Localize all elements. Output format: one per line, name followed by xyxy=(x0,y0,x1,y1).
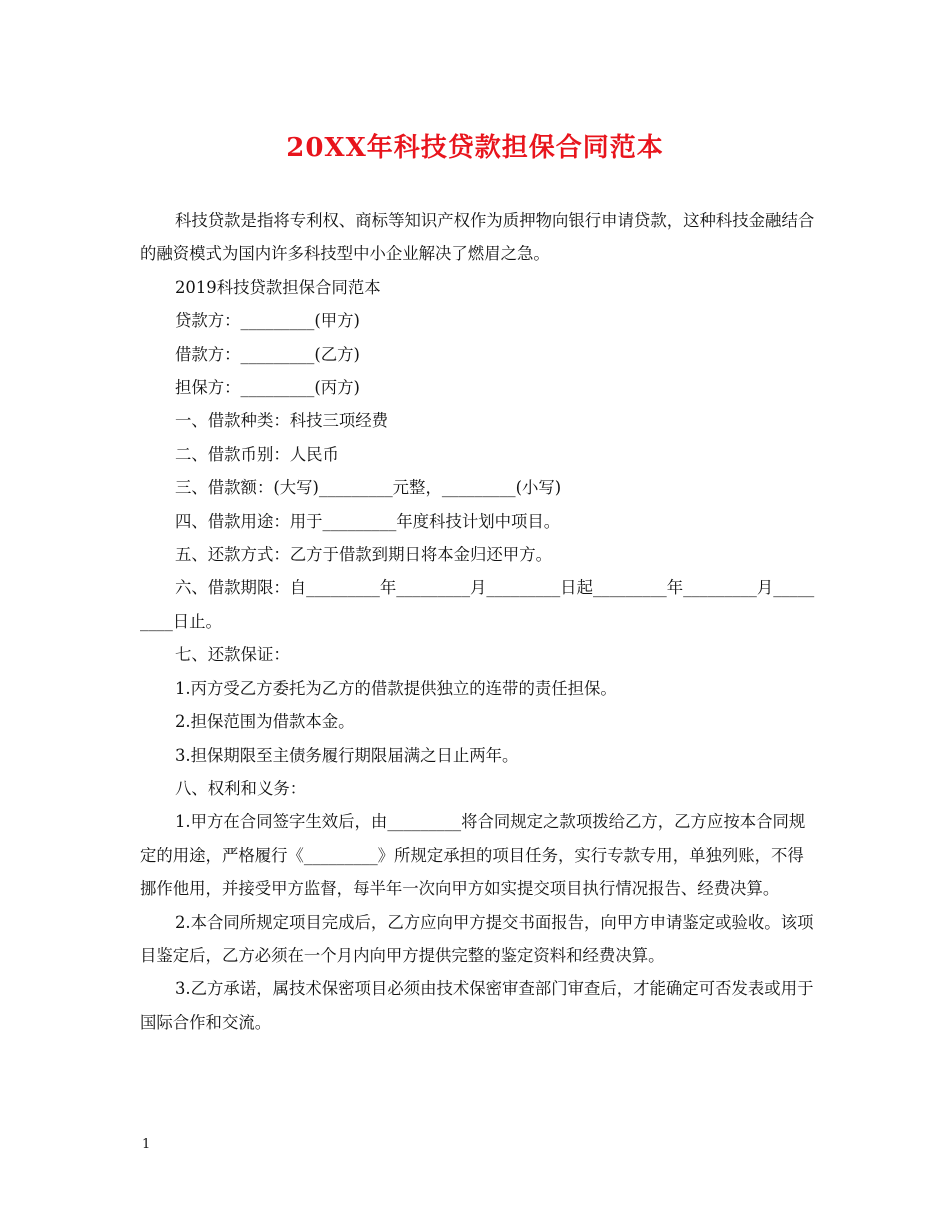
clause-currency: 二、借款币别：人民币 xyxy=(175,444,339,464)
page-number: 1 xyxy=(142,1137,151,1152)
rights-item-1: 1.甲方在合同签字生效后，由_________将合同规定之款项拨给乙方，乙方应按本合同规定的用途，严格履行《_________》所规定承担的项目任务，实行专款专用，单独列账，不得挪作他用，并接受甲方监督，每半年一次向甲方如实提交项目执行情况报告、经费决算。 xyxy=(140,812,806,899)
guarantor-line: 担保方：_________(丙方) xyxy=(175,378,360,398)
clause-repayment-method: 五、还款方式：乙方于借款到期日将本金归还甲方。 xyxy=(175,545,552,565)
clause-rights-heading: 八、权利和义务： xyxy=(175,778,307,798)
clause-guarantee-heading: 七、还款保证： xyxy=(175,645,290,665)
clause-amount: 三、借款额：(大写)_________元整，_________(小写) xyxy=(175,478,562,498)
document-body xyxy=(140,204,815,1039)
subtitle-line: 2019科技贷款担保合同范本 xyxy=(175,277,381,297)
clause-term: 六、借款期限：自_________年_________月_________日起_________年_________月_________日止。 xyxy=(140,578,815,631)
clause-loan-type: 一、借款种类：科技三项经费 xyxy=(175,411,389,431)
document-title: 20XX年科技贷款担保合同范本 xyxy=(286,133,664,163)
intro-paragraph: 科技贷款是指将专利权、商标等知识产权作为质押物向银行申请贷款，这种科技金融结合的融资模式为国内许多科技型中小企业解决了燃眉之急。 xyxy=(140,211,815,264)
lender-line: 贷款方：_________(甲方) xyxy=(175,311,360,331)
rights-item-2: 2.本合同所规定项目完成后，乙方应向甲方提交书面报告，向甲方申请鉴定或验收。该项目鉴定后，乙方必须在一个月内向甲方提供完整的鉴定资料和经费决算。 xyxy=(140,912,814,965)
guarantee-item-1: 1.丙方受乙方委托为乙方的借款提供独立的连带的责任担保。 xyxy=(175,678,617,698)
borrower-line: 借款方：_________(乙方) xyxy=(175,344,360,364)
clause-purpose: 四、借款用途：用于_________年度科技计划中项目。 xyxy=(175,511,561,531)
guarantee-item-2: 2.担保范围为借款本金。 xyxy=(175,712,355,732)
guarantee-item-3: 3.担保期限至主债务履行期限届满之日止两年。 xyxy=(175,745,519,765)
rights-item-3: 3.乙方承诺，属技术保密项目必须由技术保密审查部门审查后，才能确定可否发表或用于国际合作和交流。 xyxy=(140,979,814,1032)
